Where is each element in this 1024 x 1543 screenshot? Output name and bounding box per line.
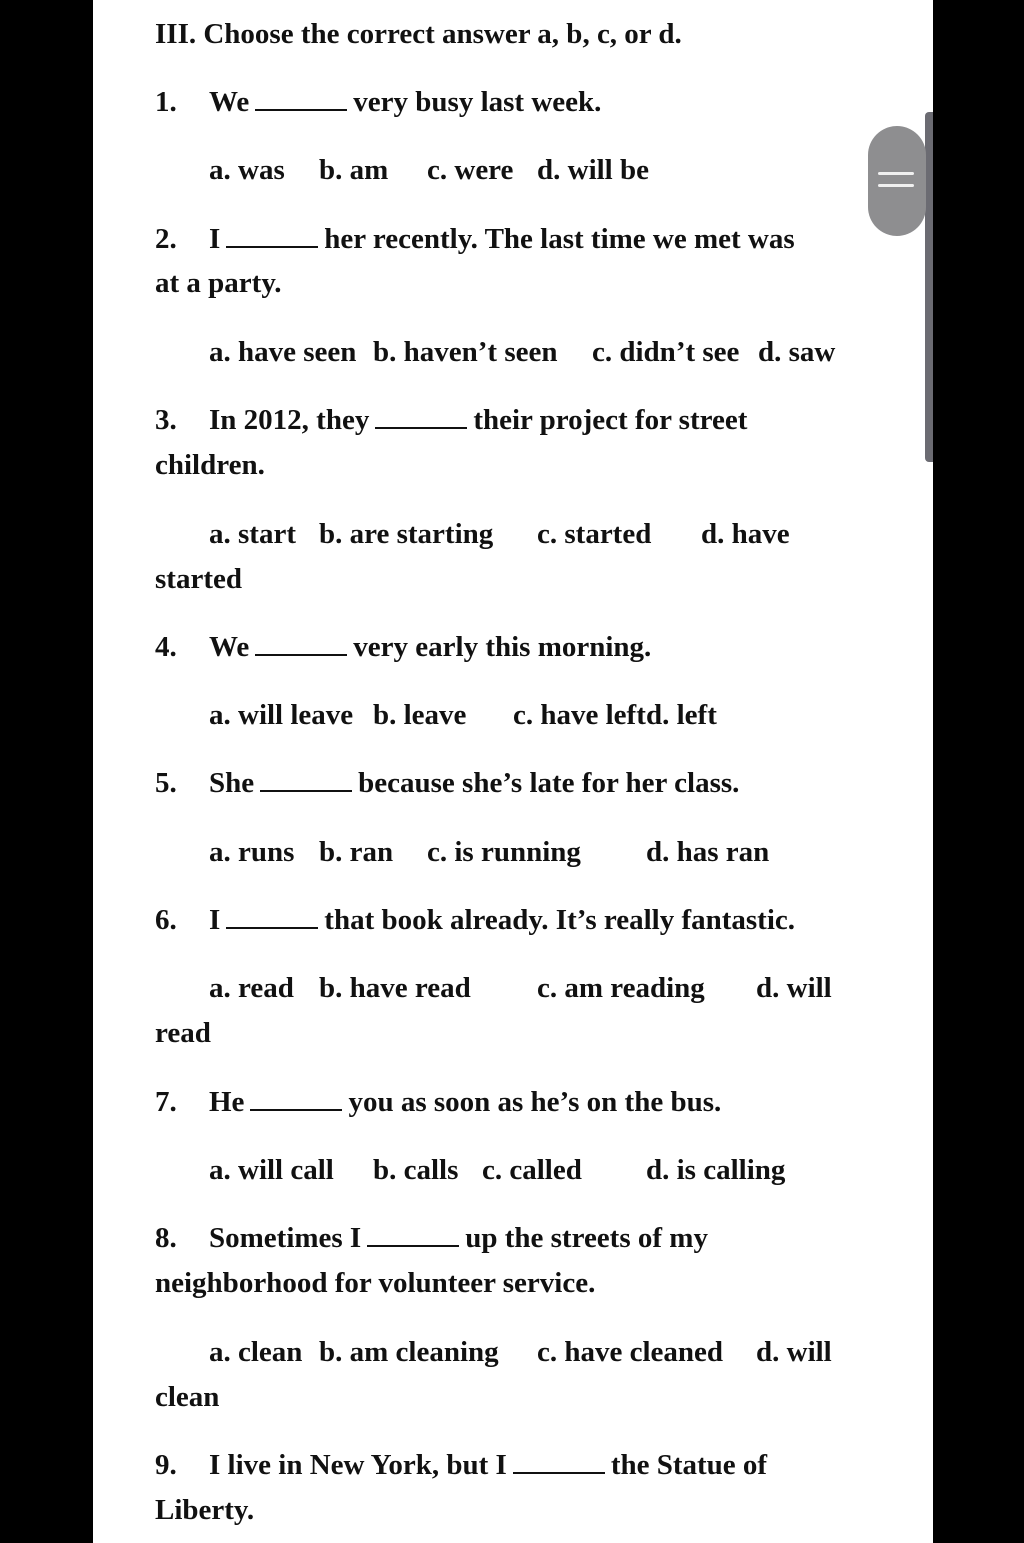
option-b: b. have read — [319, 972, 471, 1004]
answer-blank — [250, 1085, 342, 1111]
option-d: d. will — [756, 1336, 832, 1368]
option-b: b. am cleaning — [319, 1336, 499, 1368]
answer-blank — [226, 903, 318, 929]
option-c: c. were — [427, 154, 514, 186]
question-number: 8. — [155, 1222, 177, 1254]
option-c: c. have left — [513, 699, 646, 731]
option-d: d. left — [646, 699, 717, 731]
question-text: Sometimes I up the streets of my — [209, 1222, 708, 1254]
question-text-continued: children. — [155, 449, 265, 481]
option-a: a. read — [209, 972, 294, 1004]
question-text-continued: at a party. — [155, 267, 282, 299]
option-d: d. will be — [537, 154, 649, 186]
answer-blank — [375, 403, 467, 429]
question-number: 9. — [155, 1449, 177, 1481]
grip-line-icon — [878, 184, 914, 187]
option-b: b. leave — [373, 699, 467, 731]
question-text: In 2012, they their project for street — [209, 404, 748, 436]
option-continued: clean — [155, 1381, 220, 1413]
answer-blank — [226, 222, 318, 248]
document-page — [93, 0, 933, 1543]
section-heading: III. Choose the correct answer a, b, c, or d. — [155, 18, 682, 50]
answer-blank — [255, 85, 347, 111]
question-number: 3. — [155, 404, 177, 436]
option-d: d. is calling — [646, 1154, 786, 1186]
option-a: a. will leave — [209, 699, 354, 731]
question-number: 4. — [155, 631, 177, 663]
answer-blank — [367, 1221, 459, 1247]
question-text: I live in New York, but I the Statue of — [209, 1449, 768, 1481]
option-b: b. ran — [319, 836, 394, 868]
option-b: b. calls — [373, 1154, 459, 1186]
option-c: c. is running — [427, 836, 581, 868]
option-continued: read — [155, 1017, 211, 1049]
question-text: I her recently. The last time we met was — [209, 223, 795, 255]
answer-blank — [260, 766, 352, 792]
option-a: a. will call — [209, 1154, 334, 1186]
drag-handle-icon[interactable] — [868, 126, 926, 236]
option-c: c. didn’t see — [592, 336, 740, 368]
question-text: We very busy last week. — [209, 86, 602, 118]
question-text: I that book already. It’s really fantastic. — [209, 904, 796, 936]
question-number: 2. — [155, 223, 177, 255]
option-c: c. called — [482, 1154, 582, 1186]
option-d: d. has ran — [646, 836, 770, 868]
option-b: b. are starting — [319, 518, 494, 550]
option-a: a. clean — [209, 1336, 303, 1368]
option-d: d. will — [756, 972, 832, 1004]
option-d: d. saw — [758, 336, 836, 368]
option-c: c. have cleaned — [537, 1336, 724, 1368]
question-text: She because she’s late for her class. — [209, 767, 740, 799]
question-text-continued: Liberty. — [155, 1494, 255, 1526]
grip-line-icon — [878, 172, 914, 175]
option-a: a. runs — [209, 836, 295, 868]
question-number: 5. — [155, 767, 177, 799]
option-continued: started — [155, 563, 242, 595]
question-number: 1. — [155, 86, 177, 118]
option-c: c. started — [537, 518, 652, 550]
question-number: 6. — [155, 904, 177, 936]
option-b: b. am — [319, 154, 389, 186]
answer-blank — [255, 630, 347, 656]
question-text: He you as soon as he’s on the bus. — [209, 1086, 722, 1118]
option-b: b. haven’t seen — [373, 336, 558, 368]
answer-blank — [513, 1448, 605, 1474]
question-text-continued: neighborhood for volunteer service. — [155, 1267, 596, 1299]
scrollbar-track[interactable] — [925, 112, 933, 462]
option-a: a. start — [209, 518, 296, 550]
option-a: a. was — [209, 154, 285, 186]
option-c: c. am reading — [537, 972, 705, 1004]
question-number: 7. — [155, 1086, 177, 1118]
question-text: We very early this morning. — [209, 631, 652, 663]
option-d: d. have — [701, 518, 790, 550]
option-a: a. have seen — [209, 336, 357, 368]
